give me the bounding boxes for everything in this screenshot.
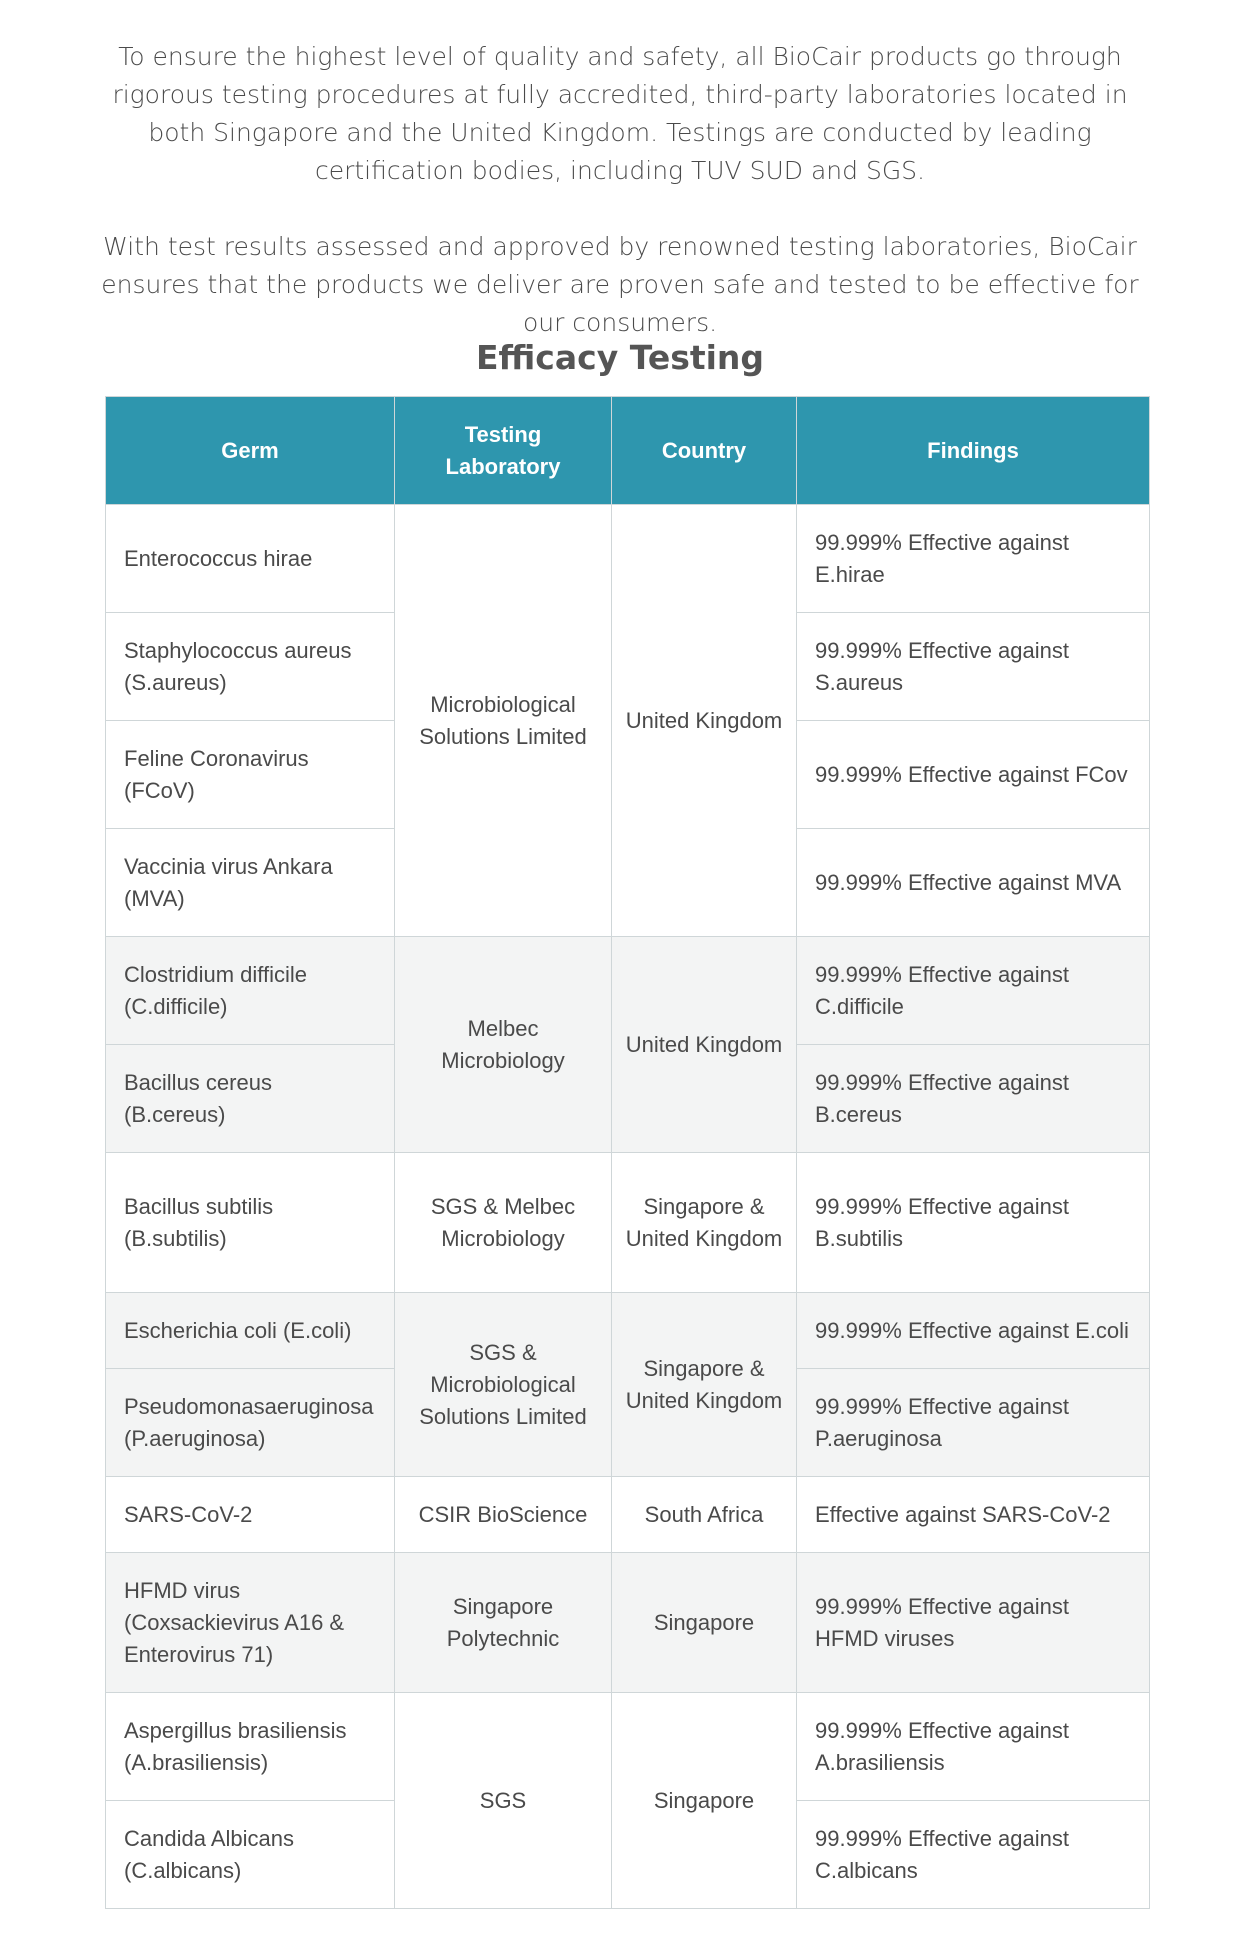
germ-cell: Bacillus cereus (B.cereus) <box>106 1045 395 1153</box>
findings-cell: 99.999% Effective against B.cereus <box>797 1045 1150 1153</box>
country-cell: United Kingdom <box>612 505 797 937</box>
efficacy-table <box>105 396 1150 1909</box>
laboratory-cell: CSIR BioScience <box>395 1477 612 1553</box>
table-header-row <box>106 397 1150 505</box>
germ-cell: Vaccinia virus Ankara (MVA) <box>106 829 395 937</box>
findings-cell: 99.999% Effective against E.hirae <box>797 505 1150 613</box>
table-row <box>106 505 1150 613</box>
country-cell: United Kingdom <box>612 937 797 1153</box>
country-cell: Singapore & United Kingdom <box>612 1293 797 1477</box>
findings-cell: 99.999% Effective against C.difficile <box>797 937 1150 1045</box>
findings-cell: 99.999% Effective against C.albicans <box>797 1801 1150 1909</box>
germ-cell: Clostridium difficile (C.difficile) <box>106 937 395 1045</box>
country-cell: Singapore & United Kingdom <box>612 1153 797 1293</box>
laboratory-cell: Microbiological Solutions Limited <box>395 505 612 937</box>
germ-cell: Enterococcus hirae <box>106 505 395 613</box>
header-testing-laboratory: Testing Laboratory <box>395 397 612 505</box>
germ-cell: Escherichia coli (E.coli) <box>106 1293 395 1369</box>
header-germ: Germ <box>106 397 395 505</box>
laboratory-cell: Melbec Microbiology <box>395 937 612 1153</box>
laboratory-cell: SGS & Microbiological Solutions Limited <box>395 1293 612 1477</box>
table-row <box>106 937 1150 1045</box>
intro-text <box>100 38 1140 342</box>
country-cell: South Africa <box>612 1477 797 1553</box>
table-row <box>106 1553 1150 1693</box>
country-cell: Singapore <box>612 1693 797 1909</box>
findings-cell: 99.999% Effective against FCov <box>797 721 1150 829</box>
table-row <box>106 1693 1150 1801</box>
germ-cell: Candida Albicans (C.albicans) <box>106 1801 395 1909</box>
germ-cell: Bacillus subtilis (B.subtilis) <box>106 1153 395 1293</box>
findings-cell: 99.999% Effective against E.coli <box>797 1293 1150 1369</box>
laboratory-cell: Singapore Polytechnic <box>395 1553 612 1693</box>
findings-cell: 99.999% Effective against P.aeruginosa <box>797 1369 1150 1477</box>
germ-cell: Pseudomonasaeruginosa (P.aeruginosa) <box>106 1369 395 1477</box>
findings-cell: 99.999% Effective against B.subtilis <box>797 1153 1150 1293</box>
germ-cell: Aspergillus brasiliensis (A.brasiliensis) <box>106 1693 395 1801</box>
findings-cell: 99.999% Effective against S.aureus <box>797 613 1150 721</box>
findings-cell: Effective against SARS-CoV-2 <box>797 1477 1150 1553</box>
table-row <box>106 1153 1150 1293</box>
header-country: Country <box>612 397 797 505</box>
laboratory-cell: SGS <box>395 1693 612 1909</box>
country-cell: Singapore <box>612 1553 797 1693</box>
intro-paragraph-1: To ensure the highest level of quality and safety, all BioCair products go through rigorous testing procedures at fully accredited, third-party laboratories located in both Singapore and the United Kingdom. Testings are conducted by leading certification bodies, including TUV SUD and SGS. <box>112 42 1128 185</box>
germ-cell: Staphylococcus aureus (S.aureus) <box>106 613 395 721</box>
intro-paragraph-2: With test results assessed and approved by renowned testing laboratories, BioCair ensures that the products we deliver are proven safe and tested to be effective for our consumers. <box>101 232 1139 337</box>
findings-cell: 99.999% Effective against A.brasiliensis <box>797 1693 1150 1801</box>
table-title: Efficacy Testing <box>475 338 765 377</box>
table-row <box>106 1293 1150 1369</box>
germ-cell: SARS-CoV-2 <box>106 1477 395 1553</box>
germ-cell: HFMD virus (Coxsackievirus A16 & Enterovirus 71) <box>106 1553 395 1693</box>
header-findings: Findings <box>797 397 1150 505</box>
germ-cell: Feline Coronavirus (FCoV) <box>106 721 395 829</box>
findings-cell: 99.999% Effective against HFMD viruses <box>797 1553 1150 1693</box>
findings-cell: 99.999% Effective against MVA <box>797 829 1150 937</box>
table-row <box>106 1477 1150 1553</box>
laboratory-cell: SGS & Melbec Microbiology <box>395 1153 612 1293</box>
